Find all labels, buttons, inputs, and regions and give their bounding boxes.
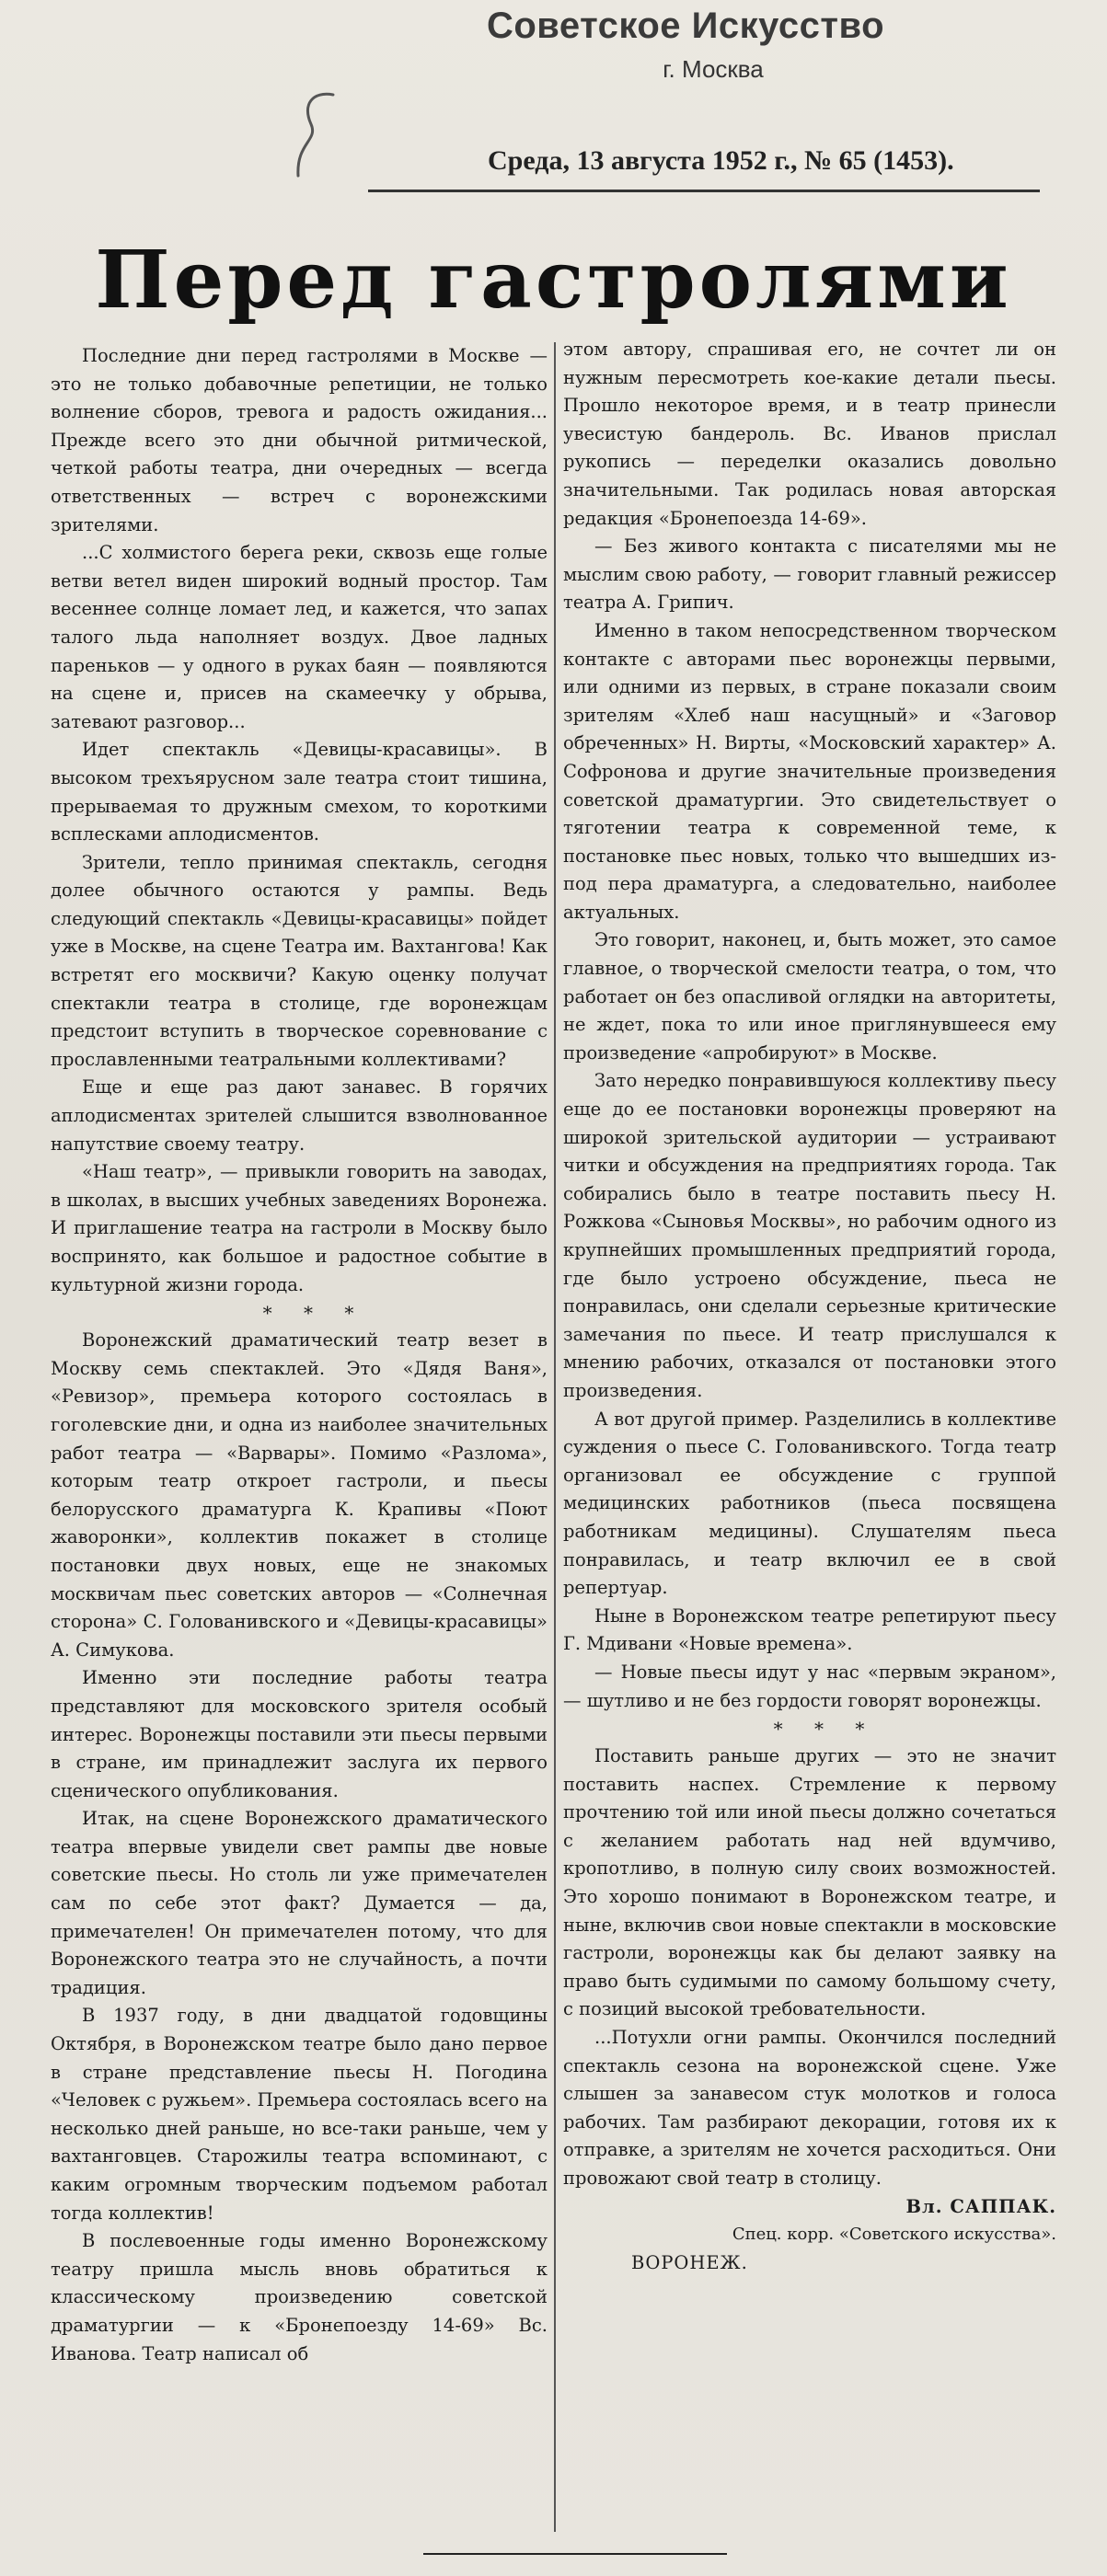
paragraph: Именно в таком непосредственном творческом контакте с авторами пьес воронежцы первыми, или одними из первых, в стране показали своим зрителям «Хлеб наш насущный» и «Заговор обреченных» Н. Вирты, «Московский характер» А. Софронова и другие значительные произведения советской драматургии. Это свидетельствует о тяготении театра к современной теме, к постановке пьес новых, только что вышедших из-под пера драматурга, а следовательно, наиболее актуальных. <box>563 619 1056 923</box>
masthead <box>386 0 985 85</box>
paragraph: Последние дни перед гастролями в Москве — это не только добавочные репетиции, не только волнение сборов, тревога и радость ожидания... Прежде всего это дни обычной ритмической, четкой работы театра, дни очередных — всегда ответственных — встреч с воронежскими зрителями. <box>51 345 548 535</box>
article-title: Перед гастролями <box>95 234 1012 327</box>
newspaper-name: Советское Искусство <box>486 6 885 46</box>
paragraph: А вот другой пример. Разделились в коллективе суждения о пьесе С. Голованивского. Тогда театр организовал ее обсуждение с группой медицинских работников (пьеса посвящена работникам медицины). Слушателям пьеса понравилась, и театр включил ее в свой репертуар. <box>563 1408 1056 1599</box>
paragraph: Итак, на сцене Воронежского драматического театра впервые увидели свет рампы две новые советские пьесы. Но столь ли уже примечателен сам по себе этот факт? Думается — да, примечателен! Он примечателен потому, что для Воронежского театра это не случайность, а почти традиция. <box>51 1808 548 1998</box>
paragraph: В послевоенные годы именно Воронежскому театру пришла мысль вновь обратиться к классическому произведению советской драматургии — к «Бронепоезду 14-69» Вс. Иванова. Театр написал об <box>51 2230 548 2364</box>
paragraph: Поставить раньше других — это не значит поставить наспех. Стремление к первому прочтению той или иной пьесы должно сочетаться с желанием работать над ней вдумчиво, кропотливо, в полную силу своих возможностей. Это хорошо понимают в Воронежском театре, и ныне, включив свои новые спектакли в московские гастроли, воронежцы как бы делают заявку на право быть судимыми по самому большому счету, с позиций высокой требовательности. <box>563 1745 1056 2020</box>
author-signature: Вл. САППАК. <box>905 2195 1056 2217</box>
author-credit: Спец. корр. «Советского искусства». <box>732 2225 1056 2245</box>
paragraph: Зато нередко понравившуюся коллективу пьесу еще до ее постановки воронежцы проверяют на широкой зрительской аудитории — устраивают читки и обсуждения на предприятиях города. Так собирались было в театре поставить пьесу Н. Рожкова «Сыновья Москвы», но рабочим одного из крупнейших промышленных предприятий города, где было устроено обсуждение, пьеса не понравилась, они сделали серьезные критические замечания по пьесе. И театр прислушался к мнению рабочих, отказался от постановки этого произведения. <box>563 1070 1056 1401</box>
paragraph: этом автору, спрашивая его, не сочтет ли он нужным пересмотреть кое-какие детали пьесы. Прошло некоторое время, и в театр принесли увесистую бандероль. Вс. Иванов прислал рукопись — переделки оказались довольно значительными. Так родилась новая авторская редакция «Бронепоезда 14-69». <box>563 339 1056 529</box>
column-divider <box>554 342 556 2532</box>
paragraph: Еще и еще раз дают занавес. В горячих аплодисментах зрителей слышится взволнованное напутствие своему театру. <box>51 1076 548 1155</box>
handwritten-pencil-mark <box>285 87 350 189</box>
paragraph: Зрители, тепло принимая спектакль, сегодня долее обычного остаются у рампы. Ведь следующий спектакль «Девицы-красавицы» пойдет уже в Москве, на сцене Театра им. Вахтангова! Как встретят его москвичи? Какую оценку получат спектакли театра в столице, где воронежцам предстоит вступить в творческое соревнование с прославленными театральными коллективами? <box>51 851 548 1070</box>
paragraph: Воронежский драматический театр везет в Москву семь спектаклей. Это «Дядя Ваня», «Ревизор», премьера которого состоялась в гоголевские дни, и одна из наиболее значительных работ театра — «Варвары». Помимо «Разлома», которым театр откроет гастроли, и пьесы белорусского драматурга К. Крапивы «Поют жаворонки», коллектив покажет в столице постановки двух новых, еще не знакомых москвичам пьес советских авторов — «Солнечная сторона» С. Голованивского и «Девицы-красавицы» А. Симукова. <box>51 1329 548 1661</box>
article-column-right <box>563 336 1056 2277</box>
paragraph: ...Потухли огни рампы. Окончился последний спектакль сезона на воронежской сцене. Уже слышен за занавесом стук молотков и голоса рабочих. Там разбирают декорации, готовя их к отправке, а зрителям не хочется расходиться. Они провожают свой театр в столицу. <box>563 2027 1056 2189</box>
paragraph: «Наш театр», — привыкли говорить на заводах, в школах, в высших учебных заведениях Воронежа. И приглашение театра на гастроли в Москву было воспринято, как большое и радостное событие в культурной жизни города. <box>51 1161 548 1295</box>
paragraph: Это говорит, наконец, и, быть может, это самое главное, о творческой смелости театра, о том, что работает он без опасливой оглядки на авторитеты, не ждет, пока то или иное приглянувшееся ему произведение «апробируют» в Москве. <box>563 929 1056 1064</box>
paragraph: Идет спектакль «Девицы-красавицы». В высоком трехъярусном зале театра стоит тишина, прерываемая то дружным смехом, то короткими всплесками аплодисментов. <box>51 739 548 845</box>
newspaper-city: г. Москва <box>663 55 764 83</box>
paragraph: В 1937 году, в дни двадцатой годовщины Октября, в Воронежском театре было дано первое в стране представление пьесы Н. Погодина «Человек с ружьем». Премьера состоялась всего на несколько дней раньше, но все-таки раньше, чем у вахтанговцев. Старожилы театра вспоминают, с каким огромным творческим подъемом работал тогда коллектив! <box>51 2005 548 2224</box>
section-break: * * * <box>262 1302 367 1325</box>
paragraph: — Без живого контакта с писателями мы не мыслим свою работу, — говорит главный режиссер театра А. Грипич. <box>563 535 1056 614</box>
paragraph: Именно эти последние работы театра представляют для московского зрителя особый интерес. Воронежцы поставили эти пьесы первыми в стране, им принадлежит заслуга их первого сценического опубликования. <box>51 1667 548 1801</box>
article-column-left <box>51 342 548 2368</box>
bottom-rule <box>423 2553 727 2555</box>
section-break: * * * <box>773 1718 878 1741</box>
paragraph: Ныне в Воронежском театре репетируют пьесу Г. Мдивани «Новые времена». <box>563 1604 1056 1655</box>
masthead-rule <box>368 190 1040 192</box>
paragraph: — Новые пьесы идут у нас «первым экраном», — шутливо и не без гордости говорят воронежцы. <box>563 1661 1056 1711</box>
issue-date-line: Среда, 13 августа 1952 г., № 65 (1453). <box>488 145 954 176</box>
dateline: ВОРОНЕЖ. <box>631 2251 748 2273</box>
paragraph: ...С холмистого берега реки, сквозь еще голые ветви ветел виден широкий водный простор. Там весеннее солнце ломает лед, и кажется, что запах талого льда наполняет воздух. Двое ладных пареньков — у одного в руках баян — появляются на сцене и, присев на скамеечку у обрыва, затевают разговор... <box>51 542 548 732</box>
